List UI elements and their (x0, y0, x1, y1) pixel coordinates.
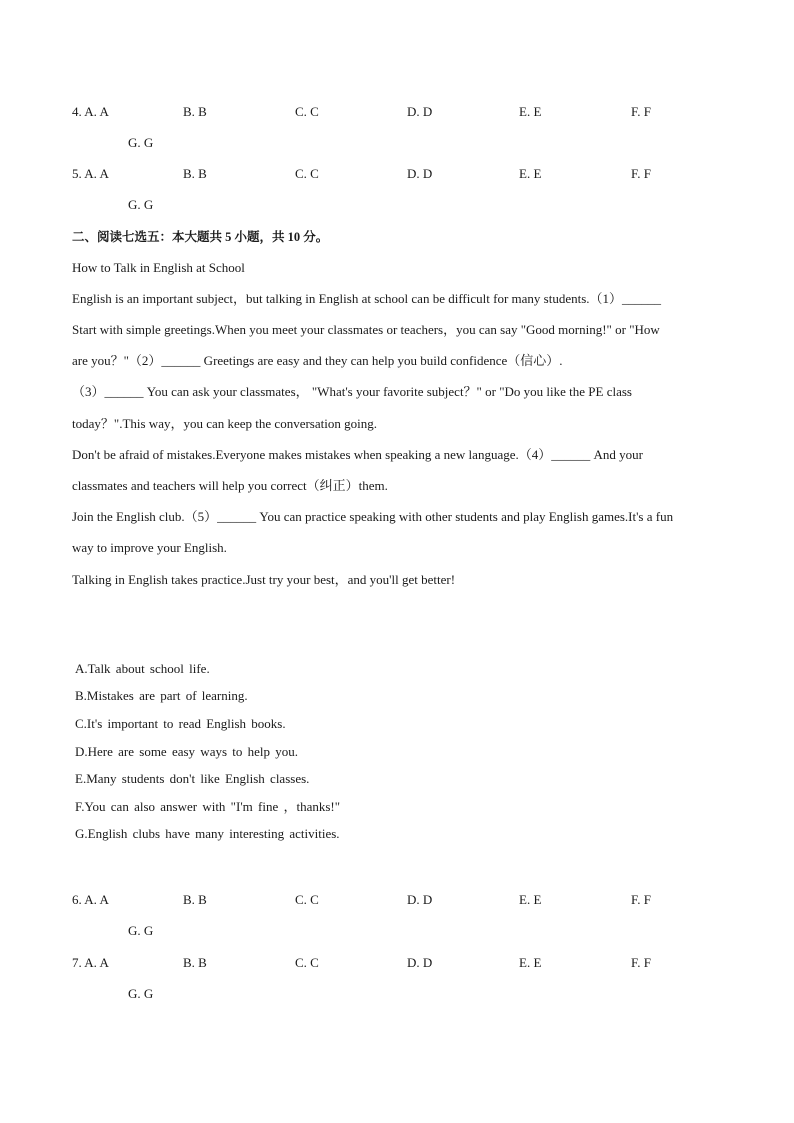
q4-option-a[interactable]: 4. A. A (72, 104, 109, 119)
q4-option-b[interactable]: B. B (183, 104, 207, 119)
q7-option-b[interactable]: B. B (183, 955, 207, 970)
passage-line: Join the English club.（5）______ You can practice speaking with other students and play English games.It's a fun (72, 509, 674, 524)
q4-option-e[interactable]: E. E (519, 104, 542, 119)
choice-d: D.Here are some easy ways to help you. (75, 744, 299, 759)
q5-option-g[interactable]: G. G (128, 197, 154, 212)
q6-option-f[interactable]: F. F (631, 892, 651, 907)
q6-option-g[interactable]: G. G (128, 923, 154, 938)
choice-g: G.English clubs have many interesting activities. (75, 826, 340, 841)
passage-title: How to Talk in English at School (72, 260, 245, 275)
q5-option-c[interactable]: C. C (295, 166, 319, 181)
passage-line: Don't be afraid of mistakes.Everyone makes mistakes when speaking a new language.（4）______ And your (72, 447, 643, 462)
q7-option-a[interactable]: 7. A. A (72, 955, 109, 970)
q5-option-e[interactable]: E. E (519, 166, 542, 181)
passage-line: Talking in English takes practice.Just try your best，and you'll get better! (72, 572, 456, 587)
passage-line: classmates and teachers will help you correct（纠正）them. (72, 478, 388, 493)
q7-option-e[interactable]: E. E (519, 955, 542, 970)
passage-line: are you？"（2）______ Greetings are easy and they can help you build confidence（信心）. (72, 353, 563, 368)
q5-option-a[interactable]: 5. A. A (72, 166, 109, 181)
q5-option-f[interactable]: F. F (631, 166, 651, 181)
passage-line: today？".This way，you can keep the conversation going. (72, 416, 377, 431)
q6-option-c[interactable]: C. C (295, 892, 319, 907)
passage-line: （3）______ You can ask your classmates， "What's your favorite subject？" or "Do you like the PE class (72, 384, 632, 399)
passage-line: Start with simple greetings.When you meet your classmates or teachers，you can say "Good morning!" or "How (72, 322, 660, 337)
passage-line: way to improve your English. (72, 540, 227, 555)
choice-b: B.Mistakes are part of learning. (75, 688, 248, 703)
choice-f: F.You can also answer with "I'm fine ，thanks!" (75, 799, 341, 814)
q6-option-e[interactable]: E. E (519, 892, 542, 907)
q7-option-c[interactable]: C. C (295, 955, 319, 970)
section-title: 二、阅读七选五：本大题共 5 小题，共 10 分。 (72, 230, 329, 244)
q6-option-b[interactable]: B. B (183, 892, 207, 907)
q4-option-c[interactable]: C. C (295, 104, 319, 119)
q4-option-f[interactable]: F. F (631, 104, 651, 119)
q5-option-d[interactable]: D. D (407, 166, 433, 181)
choice-e: E.Many students don't like English classes. (75, 771, 310, 786)
q6-option-d[interactable]: D. D (407, 892, 433, 907)
choice-a: A.Talk about school life. (75, 661, 210, 676)
q6-option-a[interactable]: 6. A. A (72, 892, 109, 907)
q5-option-b[interactable]: B. B (183, 166, 207, 181)
q7-option-g[interactable]: G. G (128, 986, 154, 1001)
q4-option-d[interactable]: D. D (407, 104, 433, 119)
passage-line: English is an important subject，but talking in English at school can be difficult for many students.（1）______ (72, 291, 662, 306)
q7-option-d[interactable]: D. D (407, 955, 433, 970)
choice-c: C.It's important to read English books. (75, 716, 286, 731)
q4-option-g[interactable]: G. G (128, 135, 154, 150)
q7-option-f[interactable]: F. F (631, 955, 651, 970)
